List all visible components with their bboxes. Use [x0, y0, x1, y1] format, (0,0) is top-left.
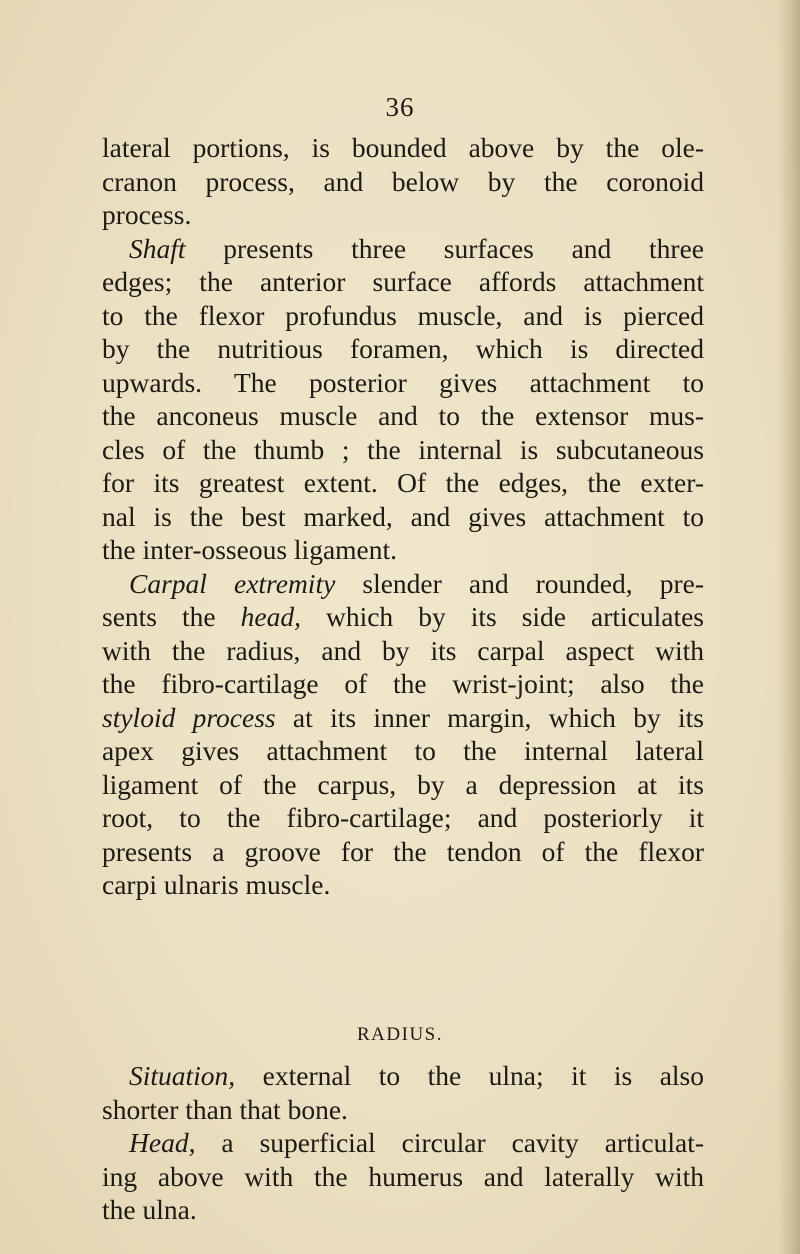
text-line — [102, 466, 704, 500]
text-line — [102, 1059, 704, 1093]
italic-term: Situation, — [129, 1060, 236, 1091]
text-run: cranon process, and below by the coronoid — [102, 165, 704, 197]
ulna-text-block — [102, 131, 704, 902]
text-line — [102, 600, 704, 634]
text-line — [102, 399, 704, 433]
text-run: the ulna. — [102, 1194, 197, 1225]
italic-term: Carpal extremity — [129, 567, 336, 599]
text-line — [102, 734, 704, 768]
text-line — [102, 835, 704, 869]
text-line — [102, 433, 704, 467]
text-line — [102, 1160, 704, 1194]
paragraph — [102, 232, 704, 567]
text-line — [102, 768, 704, 802]
text-run: presents three surfaces and three — [185, 232, 704, 264]
text-run: which by its side articulates — [300, 601, 704, 632]
text-line — [102, 332, 704, 366]
text-line — [102, 1093, 704, 1127]
text-run: apex gives attachment to the internal lateral — [102, 735, 704, 766]
text-run: ligament of the carpus, by a depression at its — [102, 768, 704, 800]
text-run: the anconeus muscle and to the extensor mus- — [102, 400, 704, 431]
text-line — [102, 198, 704, 232]
text-run: by the nutritious foramen, which is directed — [102, 333, 704, 364]
text-run: shorter than that bone. — [102, 1093, 348, 1125]
text-line — [102, 500, 704, 534]
text-run: the fibro-cartilage of the wrist-joint; also the — [102, 668, 704, 699]
paragraph — [102, 131, 704, 232]
text-line — [102, 801, 704, 835]
text-run: external to the ulna; it is also — [235, 1060, 704, 1091]
text-line — [102, 567, 704, 601]
text-run: carpi ulnaris muscle. — [102, 869, 331, 900]
text-line — [102, 165, 704, 199]
paragraph — [102, 1059, 704, 1126]
page-number: 36 — [385, 92, 415, 122]
text-run: at its inner margin, which by its — [275, 701, 704, 733]
text-run: sents the — [102, 601, 241, 632]
text-run: edges; the anterior surface affords attachment — [102, 266, 704, 297]
text-line — [102, 1126, 704, 1160]
paragraph — [102, 1126, 704, 1227]
text-run: for its greatest extent. Of the edges, the exter- — [102, 467, 704, 498]
text-run: upwards. The posterior gives attachment to — [102, 366, 704, 398]
text-run: a superficial circular cavity articulat- — [195, 1127, 704, 1158]
text-run: root, to the fibro-cartilage; and posteriorly it — [102, 802, 704, 833]
text-line — [102, 232, 704, 266]
text-line — [102, 868, 704, 902]
text-line — [102, 366, 704, 400]
page-edge-shadow — [778, 0, 800, 1254]
text-line — [102, 131, 704, 165]
text-line — [102, 1193, 704, 1227]
text-line — [102, 667, 704, 701]
radius-text-block — [102, 1059, 704, 1227]
text-run: presents a groove for the tendon of the flexor — [102, 835, 704, 867]
italic-term: Head, — [129, 1127, 196, 1158]
section-heading: RADIUS. — [357, 1024, 443, 1045]
text-run: process. — [102, 199, 192, 230]
text-run: with the radius, and by its carpal aspect with — [102, 634, 704, 666]
text-run: to the flexor profundus muscle, and is pierced — [102, 299, 704, 331]
text-line — [102, 533, 704, 567]
text-line — [102, 265, 704, 299]
text-run: lateral portions, is bounded above by the ole- — [102, 132, 704, 163]
text-run: cles of the thumb ; the internal is subcutaneous — [102, 433, 704, 465]
text-run: nal is the best marked, and gives attachment to — [102, 500, 704, 532]
paragraph — [102, 567, 704, 902]
text-line — [102, 701, 704, 735]
text-run: the inter-osseous ligament. — [102, 534, 398, 565]
italic-term: styloid process — [102, 701, 276, 733]
italic-term: Shaft — [129, 232, 186, 264]
text-run: ing above with the humerus and laterally with — [102, 1160, 704, 1192]
text-line — [102, 634, 704, 668]
text-line — [102, 299, 704, 333]
text-run: slender and rounded, pre- — [335, 567, 704, 599]
italic-term: head, — [240, 601, 301, 632]
